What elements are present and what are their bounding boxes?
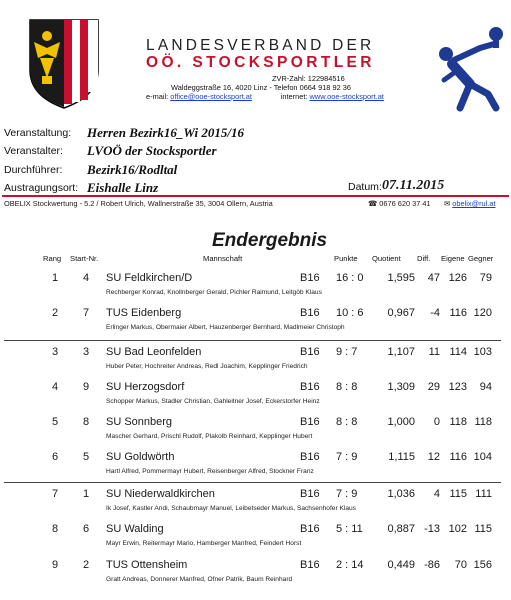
diff-cell: 11 — [428, 346, 440, 358]
team-name: TUS Ottensheim — [106, 559, 188, 571]
quotient-cell: 1,309 — [387, 381, 415, 393]
gegner-cell: 79 — [479, 272, 492, 284]
table-row — [0, 381, 511, 421]
contact-line — [146, 92, 384, 101]
phone-icon: ☎ — [368, 199, 378, 208]
gegner-cell: 120 — [473, 307, 492, 319]
email-link[interactable]: office@ooe-stocksport.at — [170, 92, 252, 101]
bezirk-cell: B16 — [300, 416, 320, 428]
diff-cell: -86 — [424, 559, 440, 571]
rang-cell: 2 — [51, 307, 59, 319]
punkte-cell: 7 : 9 — [336, 451, 358, 463]
veranstalter-value: LVOÖ der Stocksportler — [87, 143, 217, 158]
rang-cell: 4 — [51, 381, 59, 393]
diff-cell: -4 — [430, 307, 440, 319]
federation-title-line2: OÖ. STOCKSPORTLER — [146, 54, 375, 71]
team-members: Ik Josef, Kastler Andi, Schaubmayr Manuel, Leibetseder Markus, Sachsenhofer Klaus — [106, 505, 356, 512]
start-number-cell: 3 — [82, 346, 90, 358]
bezirk-cell: B16 — [300, 488, 320, 500]
bezirk-cell: B16 — [300, 523, 320, 535]
team-members: Rechberger Konrad, Knollnberger Gerald, Pichler Raimund, Leitgöb Klaus — [106, 289, 322, 296]
bezirk-cell: B16 — [300, 451, 320, 463]
diff-cell: -13 — [424, 523, 440, 535]
coat-of-arms-logo — [28, 18, 100, 110]
team-members: Erlinger Markus, Obermaier Albert, Hauzenberger Bernhard, Madlmeier Christoph — [106, 324, 345, 331]
divider-line — [2, 195, 509, 197]
quotient-cell: 1,595 — [387, 272, 415, 284]
table-row — [0, 416, 511, 456]
zvr-number: ZVR-Zahl: 122984516 — [272, 74, 345, 83]
gegner-cell: 103 — [473, 346, 492, 358]
start-number-cell: 7 — [82, 307, 90, 319]
team-name: SU Niederwaldkirchen — [106, 488, 215, 500]
diff-cell: 12 — [427, 451, 440, 463]
rang-cell: 3 — [51, 346, 59, 358]
diff-cell: 4 — [433, 488, 440, 500]
start-number-cell: 6 — [82, 523, 90, 535]
col-gegner: Gegner — [468, 254, 494, 263]
col-rang: Rang — [43, 254, 62, 263]
website-link[interactable]: www.ooe-stocksport.at — [309, 92, 384, 101]
email-label: e-mail: — [146, 92, 169, 101]
rang-cell: 5 — [51, 416, 59, 428]
gegner-cell: 104 — [473, 451, 492, 463]
col-punkte: Punkte — [334, 254, 358, 263]
eigene-cell: 102 — [448, 523, 467, 535]
eigene-cell: 123 — [448, 381, 467, 393]
envelope-icon: ✉ — [444, 199, 451, 208]
punkte-cell: 5 : 11 — [336, 523, 363, 535]
rang-cell: 7 — [51, 488, 59, 500]
veranstalter-label: Veranstalter: — [4, 145, 63, 157]
team-members: Mayr Erwin, Reitermayr Mario, Hamberger Manfred, Feindert Horst — [106, 540, 302, 547]
durchfuehrer-label: Durchführer: — [4, 164, 63, 176]
eigene-cell: 114 — [449, 346, 467, 358]
bezirk-cell: B16 — [300, 307, 320, 319]
table-row — [0, 488, 511, 528]
punkte-cell: 2 : 14 — [336, 559, 364, 571]
team-members: Schopper Markus, Stadler Christian, Gahleitner Josef, Eckerstorfer Heinz — [106, 398, 320, 405]
col-diff: Diff. — [417, 254, 431, 263]
gegner-cell: 118 — [474, 416, 492, 428]
eigene-cell: 118 — [449, 416, 467, 428]
gegner-cell: 156 — [473, 559, 492, 571]
col-team: Mannschaft — [203, 254, 243, 263]
gegner-cell: 111 — [475, 488, 492, 500]
diff-cell: 0 — [433, 416, 440, 428]
team-members: Gratt Andreas, Donnerer Manfred, Ofner Patrik, Baum Reinhard — [106, 576, 293, 583]
bezirk-cell: B16 — [300, 346, 320, 358]
software-email — [444, 199, 496, 208]
punkte-cell: 7 : 9 — [336, 488, 358, 500]
eigene-cell: 70 — [454, 559, 467, 571]
punkte-cell: 9 : 7 — [336, 346, 358, 358]
table-row — [0, 272, 511, 312]
rang-cell: 1 — [51, 272, 59, 284]
gegner-cell: 94 — [479, 381, 492, 393]
start-number-cell: 8 — [82, 416, 90, 428]
rang-cell: 9 — [51, 559, 59, 571]
quotient-cell: 1,036 — [387, 488, 415, 500]
quotient-cell: 0,449 — [387, 559, 415, 571]
team-name: SU Walding — [106, 523, 164, 535]
software-credit: OBELIX Stockwertung - 5.2 / Robert Ulrich, Wallnerstraße 35, 3004 Ollern, Austria — [4, 199, 273, 208]
team-members: Mascher Gerhard, Prischl Rudolf, Plakolb Reinhard, Kepplinger Hubert — [106, 433, 313, 440]
table-row — [0, 559, 511, 599]
team-members: Hartl Alfred, Pommermayr Hubert, Reisenberger Alfred, Stockner Franz — [106, 468, 314, 475]
eigene-cell: 116 — [449, 307, 467, 319]
table-row — [0, 451, 511, 491]
diff-cell: 29 — [427, 381, 440, 393]
austragungsort-value: Eishalle Linz — [87, 180, 159, 195]
eigene-cell: 116 — [449, 451, 467, 463]
punkte-cell: 16 : 0 — [336, 272, 364, 284]
team-name: TUS Eidenberg — [106, 307, 182, 319]
quotient-cell: 1,115 — [388, 451, 415, 463]
group-separator — [4, 340, 501, 341]
start-number-cell: 9 — [82, 381, 90, 393]
veranstaltung-label: Veranstaltung: — [4, 127, 72, 139]
veranstaltung-value: Herren Bezirk16_Wi 2015/16 — [87, 125, 244, 140]
rang-cell: 8 — [51, 523, 59, 535]
stock-player-icon — [430, 24, 508, 112]
austragungsort-label: Austragungsort: — [4, 182, 79, 194]
start-number-cell: 4 — [82, 272, 90, 284]
punkte-cell: 10 : 6 — [336, 307, 364, 319]
table-row — [0, 523, 511, 563]
col-start: Start-Nr. — [70, 254, 99, 263]
punkte-cell: 8 : 8 — [336, 416, 358, 428]
col-eigene: Eigene — [441, 254, 465, 263]
quotient-cell: 1,107 — [387, 346, 415, 358]
datum-label: Datum: — [348, 181, 382, 193]
team-name: SU Bad Leonfelden — [106, 346, 202, 358]
bezirk-cell: B16 — [300, 381, 320, 393]
quotient-cell: 0,887 — [387, 523, 415, 535]
start-number-cell: 1 — [82, 488, 90, 500]
bezirk-cell: B16 — [300, 272, 320, 284]
team-name: SU Goldwörth — [106, 451, 175, 463]
durchfuehrer-value: Bezirk16/Rodltal — [87, 162, 178, 177]
eigene-cell: 115 — [449, 488, 467, 500]
datum-value: 07.11.2015 — [382, 178, 445, 193]
table-row — [0, 307, 511, 347]
software-email-link[interactable]: obelix@rul.at — [452, 199, 496, 208]
start-number-cell: 2 — [82, 559, 90, 571]
team-name: SU Feldkirchen/D — [106, 272, 193, 284]
federation-title-line1: LANDESVERBAND DER — [146, 37, 375, 54]
rang-cell: 6 — [51, 451, 59, 463]
start-number-cell: 5 — [82, 451, 90, 463]
team-members: Huber Peter, Hochreiter Andreas, Redl Joachim, Kepplinger Friedrich — [106, 363, 308, 370]
bezirk-cell: B16 — [300, 559, 320, 571]
punkte-cell: 8 : 8 — [336, 381, 358, 393]
federation-address: Waldeggstraße 16, 4020 Linz - Telefon 0664 918 92 36 — [171, 83, 351, 92]
team-name: SU Sonnberg — [106, 416, 173, 428]
quotient-cell: 1,000 — [387, 416, 415, 428]
gegner-cell: 115 — [474, 523, 492, 535]
team-name: SU Herzogsdorf — [106, 381, 185, 393]
internet-label: internet: — [280, 92, 308, 101]
results-title: Endergebnis — [212, 230, 328, 251]
table-row — [0, 346, 511, 386]
eigene-cell: 126 — [448, 272, 467, 284]
software-phone: ☎ 0676 620 37 41 — [368, 199, 431, 208]
col-quotient: Quotient — [372, 254, 401, 263]
quotient-cell: 0,967 — [387, 307, 415, 319]
group-separator — [4, 482, 501, 483]
diff-cell: 47 — [427, 272, 440, 284]
